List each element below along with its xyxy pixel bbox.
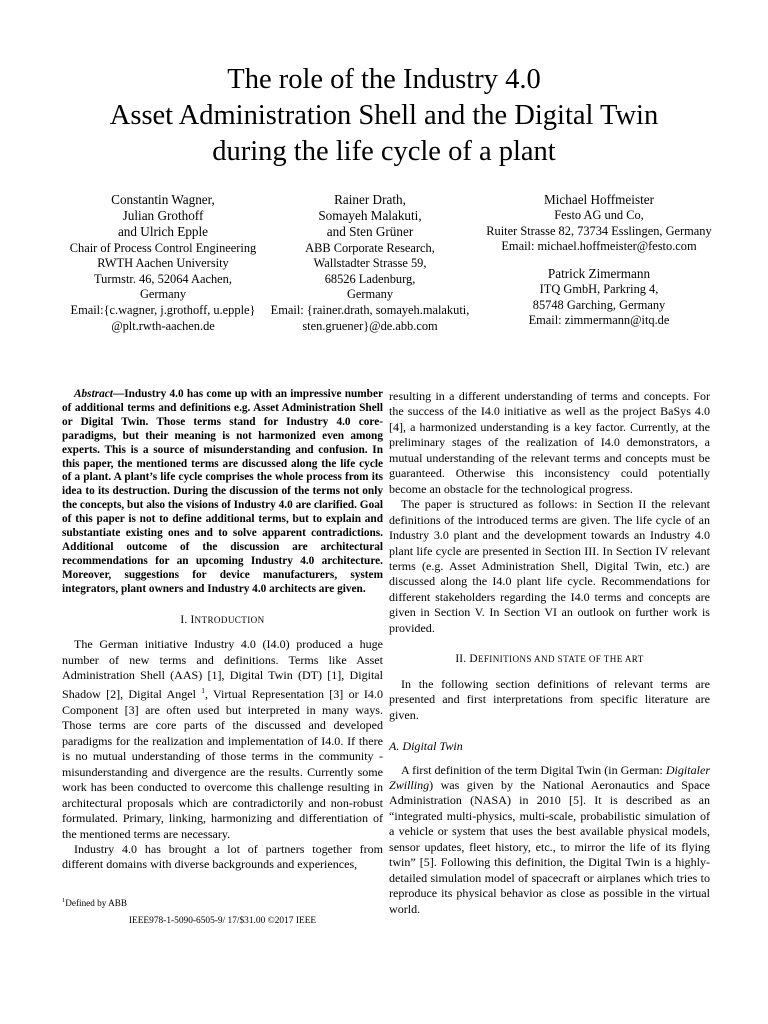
- section-title-rest: EFINITIONS AND STATE OF THE ART: [477, 654, 644, 665]
- author-block-abb: [262, 192, 478, 334]
- paragraph: In the following section definitions of relevant terms are presented and first interpretations from specific literature are given.: [389, 676, 710, 722]
- affiliation-line: ABB Corporate Research,: [305, 240, 435, 255]
- paragraph: [389, 763, 710, 918]
- italic-term: Digitaler Zwilling: [389, 762, 711, 792]
- left-column: [62, 388, 383, 873]
- author-block-rwth: [52, 192, 274, 334]
- author-name: Michael Hoffmeister: [544, 192, 654, 207]
- author-name: Somayeh Malakuti,: [318, 208, 422, 224]
- spacer: [466, 255, 732, 266]
- affiliation-line: Wallstadter Strasse 59,: [313, 256, 427, 271]
- footnote-ref: 1: [201, 686, 205, 696]
- affiliation-line: Festo AG und Co,: [554, 208, 644, 223]
- author-email: @plt.rwth-aachen.de: [111, 318, 215, 333]
- copyright-line: IEEE978-1-5090-6505-9/ 17/$31.00 ©2017 IEEE: [128, 916, 317, 926]
- author-email: sten.gruener}@de.abb.com: [302, 318, 438, 333]
- paragraph: Industry 4.0 has brought a lot of partners together from different domains with diverse backgrounds and experiences,: [62, 841, 383, 872]
- affiliation-line: Germany: [139, 287, 187, 302]
- right-column: [389, 389, 710, 917]
- paragraph: The paper is structured as follows: in Section II the relevant definitions of the introduced terms are given. The life cycle of an Industry 3.0 plant and the development towards an Industry 4.0 plant life cycle are presented in Section III. In Section IV relevant terms (e.g. Asset Administration Shell, Digital Twin, etc.) are discussed along the I4.0 plant life cycle. Recommendations for different stakeholders regarding the I4.0 terms and concepts are given in Section V. In Section VI an outlook on further work is provided.: [389, 497, 710, 635]
- affiliation-line: Turmstr. 46, 52064 Aachen,: [94, 271, 232, 286]
- author-email: Email:{c.wagner, j.grothoff, u.epple}: [70, 302, 256, 317]
- affiliation-line: Ruiter Strasse 82, 73734 Esslingen, Germany: [486, 223, 712, 238]
- footnote: [62, 895, 383, 909]
- abstract-label: Abstract: [74, 388, 113, 400]
- paragraph: [62, 637, 383, 842]
- author-name: and Ulrich Epple: [117, 224, 209, 240]
- abstract-dash: —: [112, 388, 125, 400]
- author-email: Email: michael.hoffmeister@festo.com: [501, 239, 697, 254]
- section-title-cap: I: [190, 613, 195, 626]
- section-heading-introduction: [62, 613, 383, 628]
- author-email: Email: zimmermann@itq.de: [528, 313, 670, 328]
- section-heading-definitions: [389, 652, 710, 667]
- paragraph-text: The German initiative Industry 4.0 (I4.0) produced a huge number of new terms and definitions. Terms like Asset Administration Shell (AAS) [1], Digital Twin (DT) [1], Digital Shadow [2], Digital Angel: [62, 637, 383, 702]
- affiliation-line: RWTH Aachen University: [97, 256, 229, 271]
- title-line-3: during the life cycle of a plant: [212, 136, 556, 167]
- paragraph-text: ) was given by the National Aeronautics and Space Administration (NASA) in 2010 [5]. It is described as an “integrated multi-physics, multi-scale, probabilistic simulation of a vehicle or system that uses the best available physical models, sensor updates, fleet history, etc., to mirror the life of its flying twin” [5]. Following this definition, the Digital Twin is a highly-detailed simulation model of spacecraft or airplanes which tries to reproduce its physical behavior as close as possible in the virtual world.: [389, 777, 710, 916]
- abstract-text: Industry 4.0 has come up with an impressive number of additional terms and definitions e.g. Asset Administration Shell or Digital Twin. Those terms stand for Industry 4.0 core-paradigms, but their meaning is not harmonized even among experts. This is a source of misunderstanding and confusion. In this paper, the mentioned terms are discussed along the life cycle of a plant. A plant’s life cycle comprises the whole process from its idea to its destruction. During the discussion of the terms not only the concepts, but also the visions of Industry 4.0 are clarified. Goal of this paper is not to define additional terms, but to explain and substantiate existing ones and to solve apparent contradictions. Additional outcome of the discussion are architectural recommendations for an upcoming Industry 4.0 architecture. Moreover, suggestions for device manufacturers, system integrators, plant owners and Industry 4.0 architects are given.: [62, 388, 383, 595]
- paragraph-text: A first definition of the term Digital Twin (in German:: [401, 762, 663, 777]
- footnote-text: Defined by ABB: [65, 898, 128, 909]
- author-name: Rainer Drath,: [334, 192, 406, 207]
- author-name: Patrick Zimermann: [547, 265, 651, 281]
- paper-title: [40, 62, 728, 170]
- title-line-1: The role of the Industry 4.0: [227, 64, 541, 95]
- affiliation-line: ITQ GmbH, Parkring 4,: [539, 282, 659, 297]
- affiliation-line: Chair of Process Control Engineering: [69, 240, 257, 255]
- affiliation-line: 68526 Ladenburg,: [324, 271, 416, 286]
- paragraph-text: , Virtual Representation [3] or I4.0 Component [3] are often used but interpreted in many ways. Those terms are core parts of the discussed and developed paradigms for the realization and implementation of I4.0. If there is no mutual understanding of those terms in the community - misunderstanding and divergence are the results. Currently some work has been conducted to overcome this challenge resulting in architectural proposals which are contradictorily and non-robust formulated. Primary, linking, harmonizing and differentiation of the mentioned terms are necessary.: [62, 687, 383, 841]
- section-title-cap: D: [469, 653, 478, 666]
- author-email: Email: {rainer.drath, somayeh.malakuti,: [270, 302, 470, 317]
- section-title-rest: NTRODUCTION: [194, 614, 265, 625]
- section-number: I.: [180, 613, 188, 626]
- footnote-mark: 1: [62, 897, 66, 904]
- title-line-2: Asset Administration Shell and the Digital Twin: [109, 100, 659, 131]
- section-number: II.: [455, 653, 467, 666]
- affiliation-line: Germany: [346, 287, 394, 302]
- author-name: and Sten Grüner: [326, 224, 414, 240]
- paragraph: resulting in a different understanding of terms and concepts. For the success of the I4.0 initiative as well as the project BaSys 4.0 [4], a harmonized understanding is a key factor. Currently, at the preliminary stages of the realization of I4.0 demonstrators, a mutual understanding of the relevant terms and concepts must be guaranteed. Otherwise this inconsistency could potentially become an obstacle for the technological progress.: [389, 389, 710, 496]
- author-name: Julian Grothoff: [122, 208, 204, 224]
- author-block-festo-itq: [466, 192, 732, 329]
- subsection-heading-digital-twin: A. Digital Twin: [389, 739, 463, 754]
- affiliation-line: 85748 Garching, Germany: [532, 297, 666, 312]
- abstract: [62, 388, 383, 597]
- author-name: Constantin Wagner,: [111, 192, 215, 207]
